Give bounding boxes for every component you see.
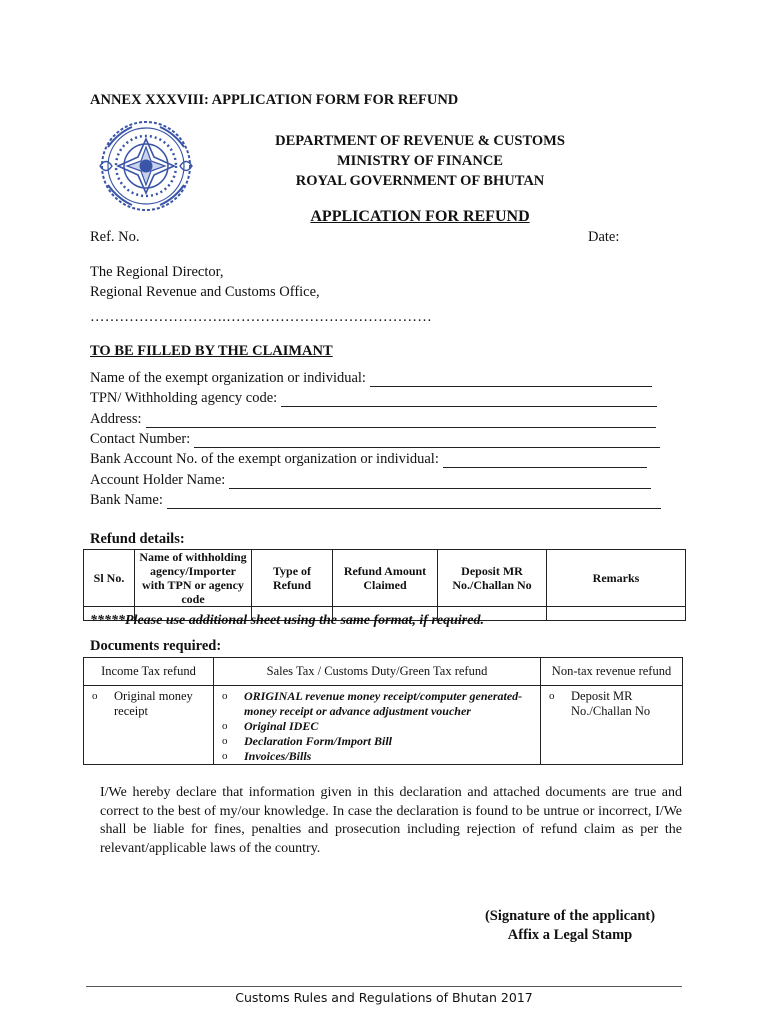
bank-account-label: Bank Account No. of the exempt organization or individual: <box>90 451 439 467</box>
cell-remarks[interactable] <box>547 607 686 621</box>
col-refund-type: Type of Refund <box>252 550 333 607</box>
sales-doc-label: Declaration Form/Import Bill <box>244 734 393 748</box>
government-name: ROYAL GOVERNMENT OF BHUTAN <box>295 173 545 189</box>
ministry-name: MINISTRY OF FINANCE <box>337 153 503 169</box>
bank-account-field[interactable] <box>443 453 647 468</box>
holder-row <box>90 471 651 489</box>
income-tax-docs <box>84 686 214 765</box>
non-tax-docs <box>541 686 683 765</box>
list-item <box>218 749 536 764</box>
page-footer: Customs Rules and Regulations of Bhutan 2017 <box>235 990 533 1005</box>
annex-heading: ANNEX XXXVIII: APPLICATION FORM FOR REFUND <box>90 92 459 108</box>
list-item <box>218 719 536 734</box>
tpn-row <box>90 389 657 407</box>
legal-stamp-label: Affix a Legal Stamp <box>507 927 633 943</box>
signature-label: (Signature of the applicant) <box>484 908 656 924</box>
bank-name-field[interactable] <box>167 494 661 509</box>
contact-label: Contact Number: <box>90 431 191 447</box>
org-name-row <box>90 369 652 387</box>
claimant-heading: TO BE FILLED BY THE CLAIMANT <box>90 343 333 359</box>
org-name-field[interactable] <box>370 372 652 387</box>
bullet-icon: o <box>92 690 98 702</box>
bank-name-label: Bank Name: <box>90 492 163 508</box>
holder-field[interactable] <box>229 474 651 489</box>
bank-account-row <box>90 450 647 468</box>
sales-tax-docs <box>214 686 541 765</box>
royal-emblem-icon <box>94 117 198 215</box>
holder-label: Account Holder Name: <box>90 472 226 488</box>
refund-table <box>83 549 686 621</box>
address-label: Address: <box>90 411 142 427</box>
contact-field[interactable] <box>194 433 660 448</box>
col-refund-amount: Refund Amount Claimed <box>333 550 438 607</box>
address-row <box>90 410 656 428</box>
address-field[interactable] <box>146 413 656 428</box>
list-item <box>88 689 209 719</box>
sales-doc-label: ORIGINAL revenue money receipt/computer generated-money receipt or advance adjustment voucher <box>244 689 523 718</box>
income-tax-header: Income Tax refund <box>84 658 214 686</box>
tpn-label: TPN/ Withholding agency code: <box>90 390 278 406</box>
office-location-field[interactable]: ……………………….…………………………………… <box>90 309 432 325</box>
bullet-icon: o <box>222 720 228 732</box>
documents-header-row <box>84 658 683 686</box>
form-title: APPLICATION FOR REFUND <box>310 208 530 225</box>
refund-details-heading: Refund details: <box>90 531 185 547</box>
ref-no-label: Ref. No. <box>90 229 140 245</box>
documents-heading: Documents required: <box>90 638 222 654</box>
department-name: DEPARTMENT OF REVENUE & CUSTOMS <box>275 133 565 149</box>
contact-row <box>90 430 660 448</box>
addressee-title: The Regional Director, <box>90 264 224 280</box>
bank-name-row <box>90 491 661 509</box>
list-item <box>545 689 678 719</box>
bullet-icon: o <box>222 690 228 702</box>
col-remarks: Remarks <box>547 550 686 607</box>
sales-doc-label: Invoices/Bills <box>244 749 312 763</box>
bullet-icon: o <box>222 750 228 762</box>
bullet-icon: o <box>222 735 228 747</box>
sales-tax-header: Sales Tax / Customs Duty/Green Tax refund <box>214 658 541 686</box>
list-item <box>218 734 536 749</box>
refund-header-row <box>84 550 686 607</box>
non-tax-header: Non-tax revenue refund <box>541 658 683 686</box>
addressee-office: Regional Revenue and Customs Office, <box>90 284 320 300</box>
col-agency: Name of withholding agency/Importer with TPN or agency code <box>135 550 252 607</box>
declaration-text: I/We hereby declare that information given in this declaration and attached documents are true and correct to the best of my/our knowledge. In case the declaration is found to be untrue or incorrect, I/We shall be liable for fines, penalties and prosecution including rejection of refund claim as per the relevant/applicable laws of the country. <box>100 785 682 856</box>
additional-sheet-note: *****Please use additional sheet using the same format, if required. <box>90 613 484 628</box>
footer-divider <box>86 986 682 987</box>
org-name-label: Name of the exempt organization or individual: <box>90 370 366 386</box>
tpn-field[interactable] <box>281 392 657 407</box>
list-item <box>218 689 536 719</box>
income-doc-label: Original money receipt <box>114 689 193 718</box>
col-sl-no: Sl No. <box>84 550 135 607</box>
col-deposit-mr: Deposit MR No./Challan No <box>438 550 547 607</box>
documents-body-row <box>84 686 683 765</box>
date-label: Date: <box>588 229 620 245</box>
documents-table <box>83 657 683 765</box>
non-tax-doc-label: Deposit MR No./Challan No <box>571 689 651 718</box>
bullet-icon: o <box>549 690 555 702</box>
sales-doc-label: Original IDEC <box>244 719 319 733</box>
